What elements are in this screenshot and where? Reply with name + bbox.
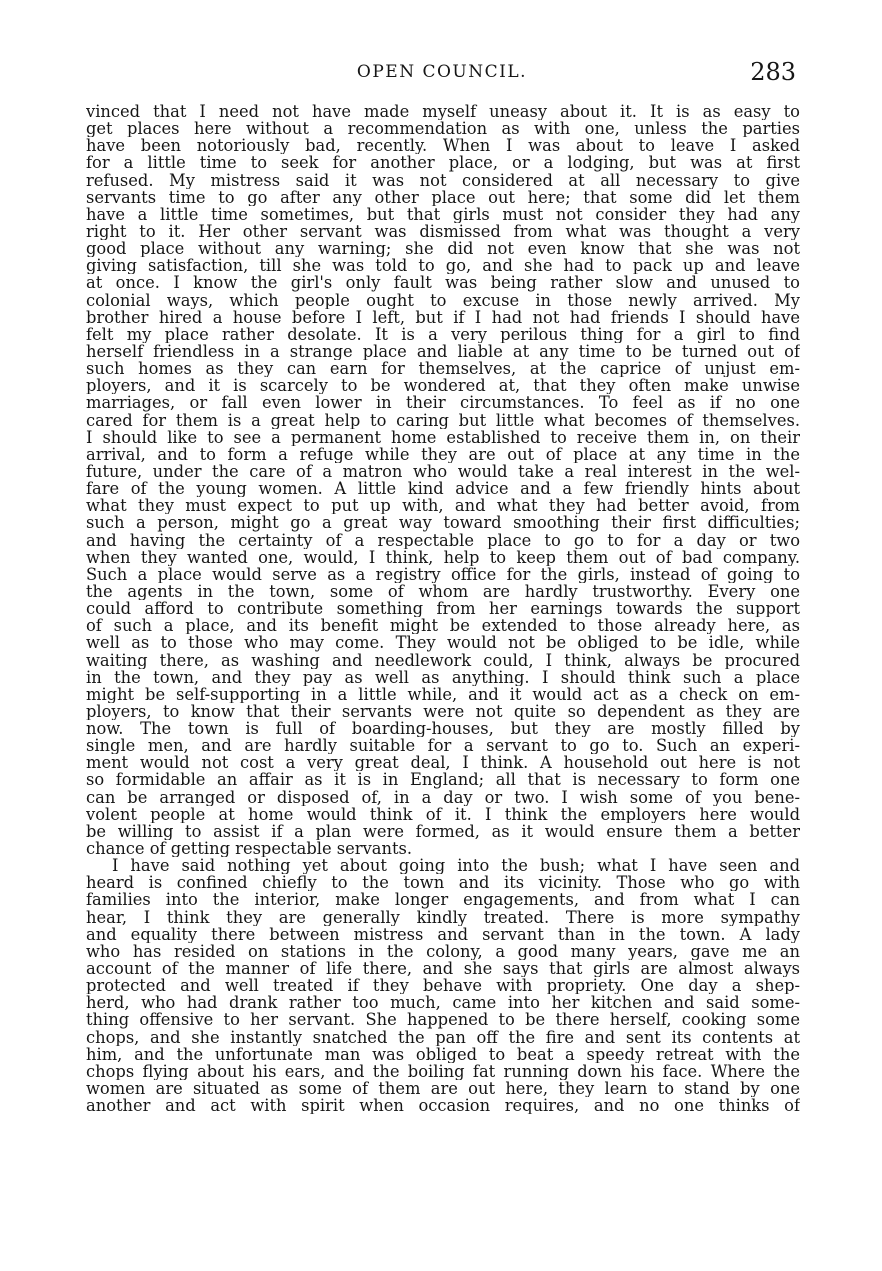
- text-line: hear, I think they are generally kindly treated. There is more sympathy: [86, 908, 800, 926]
- text-line: thing offensive to her servant. She happened to be there herself, cooking some: [86, 1011, 800, 1029]
- text-line: waiting there, as washing and needlework could, I think, always be procured: [86, 651, 800, 669]
- text-line: I should like to see a permanent home established to receive them in, on their: [86, 428, 800, 446]
- text-line: him, and the unfortunate man was obliged to beat a speedy retreat with the: [86, 1045, 800, 1063]
- text-line: future, under the care of a matron who would take a real interest in the wel-: [86, 462, 800, 481]
- text-line: chops, and she instantly snatched the pan off the fire and sent its contents at: [86, 1028, 800, 1046]
- text-line: when they wanted one, would, I think, help to keep them out of bad company.: [86, 548, 800, 566]
- text-line: vinced that I need not have made myself uneasy about it. It is as easy to: [86, 103, 800, 121]
- text-line: colonial ways, which people ought to excuse in those newly arrived. My: [86, 291, 800, 309]
- text-line: what they must expect to put up with, and what they had better avoid, from: [86, 497, 800, 515]
- text-line: at once. I know the girl's only fault was being rather slow and unused to: [86, 274, 800, 292]
- text-line: herd, who had drank rather too much, came into her kitchen and said some-: [86, 994, 800, 1012]
- text-line: refused. My mistress said it was not considered at all necessary to give: [86, 171, 800, 189]
- text-line: ployers, and it is scarcely to be wondered at, that they often make unwise: [86, 377, 800, 395]
- text-line: might be self-supporting in a little while, and it would act as a check on em-: [86, 685, 800, 703]
- text-line: chance of getting respectable servants.: [86, 840, 413, 858]
- text-line: herself friendless in a strange place and liable at any time to be turned out of: [86, 342, 800, 361]
- text-line: in the town, and they pay as well as anything. I should think such a place: [86, 668, 800, 686]
- text-line: of such a place, and its benefit might be extended to those already here, as: [86, 617, 800, 635]
- text-line: could afford to contribute something from her earnings towards the support: [86, 600, 800, 618]
- text-line: get places here without a recommendation as with one, unless the parties: [86, 120, 800, 138]
- text-line: can be arranged or disposed of, in a day or two. I wish some of you bene-: [86, 788, 800, 806]
- text-line: families into the interior, make longer engagements, and from what I can: [86, 891, 800, 909]
- text-line: marriages, or fall even lower in their circumstances. To feel as if no one: [86, 394, 800, 412]
- text-line: the agents in the town, some of whom are hardly trustworthy. Every one: [86, 582, 800, 601]
- text-line: felt my place rather desolate. It is a very perilous thing for a girl to find: [86, 325, 800, 343]
- text-line: servants time to go after any other place out here; that some did let them: [86, 188, 800, 206]
- text-line: who has resided on stations in the colony, a good many years, gave me an: [86, 942, 800, 961]
- text-line: good place without any warning; she did not even know that she was not: [86, 240, 800, 258]
- text-line: brother hired a house before I left, but if I had not had friends I should have: [86, 308, 800, 326]
- text-line: have been notoriously bad, recently. When I was about to leave I asked: [86, 137, 800, 155]
- text-line: now. The town is full of boarding-houses, but they are mostly filled by: [86, 720, 800, 738]
- text-line: so formidable an affair as it is in England; all that is necessary to form one: [86, 771, 800, 789]
- text-line: be willing to assist if a plan were formed, as it would ensure them a better: [86, 822, 800, 841]
- text-line: chops flying about his ears, and the boiling fat running down his face. Where the: [86, 1062, 800, 1081]
- text-line: ment would not cost a very great deal, I think. A household out here is not: [86, 754, 800, 772]
- text-line: and having the certainty of a respectable place to go to for a day or two: [86, 531, 800, 549]
- text-line: giving satisfaction, till she was told to go, and she had to pack up and leave: [86, 257, 800, 275]
- text-line: account of the manner of life there, and she says that girls are almost always: [86, 960, 800, 978]
- text-line: single men, and are hardly suitable for a servant to go to. Such an experi-: [86, 737, 800, 755]
- page-number: 283: [750, 58, 796, 86]
- text-line: for a little time to seek for another place, or a lodging, but was at first: [86, 154, 800, 172]
- running-title: OPEN COUNCIL.: [356, 62, 528, 82]
- text-line: right to it. Her other servant was dismissed from what was thought a very: [86, 222, 800, 241]
- text-line: cared for them is a great help to caring but little what becomes of themselves.: [86, 411, 800, 429]
- text-line: have a little time sometimes, but that girls must not consider they had any: [86, 205, 800, 223]
- text-line: Such a place would serve as a registry office for the girls, instead of going to: [86, 565, 800, 583]
- text-line: heard is confined chiefly to the town and its vicinity. Those who go with: [86, 874, 800, 892]
- text-line: arrival, and to form a refuge while they are out of place at any time in the: [86, 445, 800, 463]
- text-line: volent people at home would think of it. I think the employers here would: [86, 805, 800, 823]
- text-line: such a person, might go a great way toward smoothing their first difficulties;: [86, 514, 800, 532]
- text-line: another and act with spirit when occasion requires, and no one thinks of: [86, 1097, 800, 1115]
- text-line: women are situated as some of them are out here, they learn to stand by one: [86, 1080, 800, 1098]
- text-line: protected and well treated if they behave with propriety. One day a shep-: [86, 977, 800, 995]
- text-line: and equality there between mistress and servant than in the town. A lady: [86, 925, 800, 943]
- text-line: ployers, to know that their servants were not quite so dependent as they are: [86, 702, 800, 721]
- text-line: such homes as they can earn for themselves, at the caprice of unjust em-: [86, 360, 800, 378]
- body-text: [86, 103, 800, 1114]
- running-head: [88, 58, 796, 88]
- text-line: fare of the young women. A little kind advice and a few friendly hints about: [86, 480, 800, 498]
- text-line: I have said nothing yet about going into the bush; what I have seen and: [112, 857, 800, 875]
- text-line: well as to those who may come. They would not be obliged to be idle, while: [86, 634, 800, 652]
